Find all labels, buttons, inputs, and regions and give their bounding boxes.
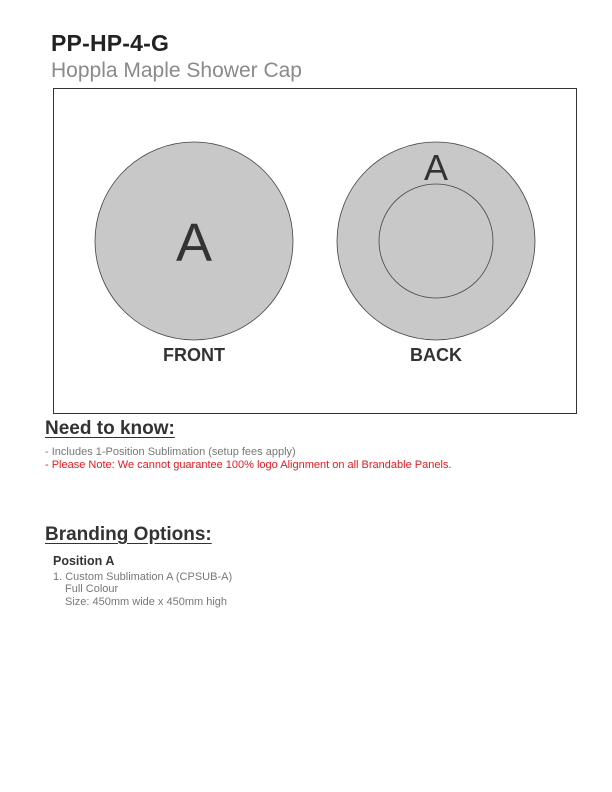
branding-diagram	[53, 88, 577, 414]
position-a-title: Position A	[53, 554, 115, 568]
need-to-know-line-setup: - Includes 1-Position Sublimation (setup fees apply)	[45, 446, 296, 458]
front-label: FRONT	[163, 345, 225, 365]
need-to-know-line-alignment-note: - Please Note: We cannot guarantee 100% logo Alignment on all Brandable Panels.	[45, 459, 452, 471]
back-inner-circle	[379, 184, 493, 298]
back-view	[337, 142, 535, 365]
need-to-know-heading: Need to know:	[45, 418, 175, 439]
front-position-letter: A	[175, 213, 213, 273]
option-line-size: Size: 450mm wide x 450mm high	[65, 596, 228, 608]
back-position-letter: A	[423, 147, 449, 188]
product-name: Hoppla Maple Shower Cap	[51, 59, 302, 82]
diagram-svg	[54, 89, 578, 415]
product-code: PP-HP-4-G	[51, 30, 170, 56]
front-view	[95, 142, 293, 365]
option-line-method: 1. Custom Sublimation A (CPSUB-A)	[53, 571, 233, 583]
back-label: BACK	[410, 345, 462, 365]
branding-options-heading: Branding Options:	[45, 524, 212, 545]
option-line-colour: Full Colour	[65, 583, 119, 595]
